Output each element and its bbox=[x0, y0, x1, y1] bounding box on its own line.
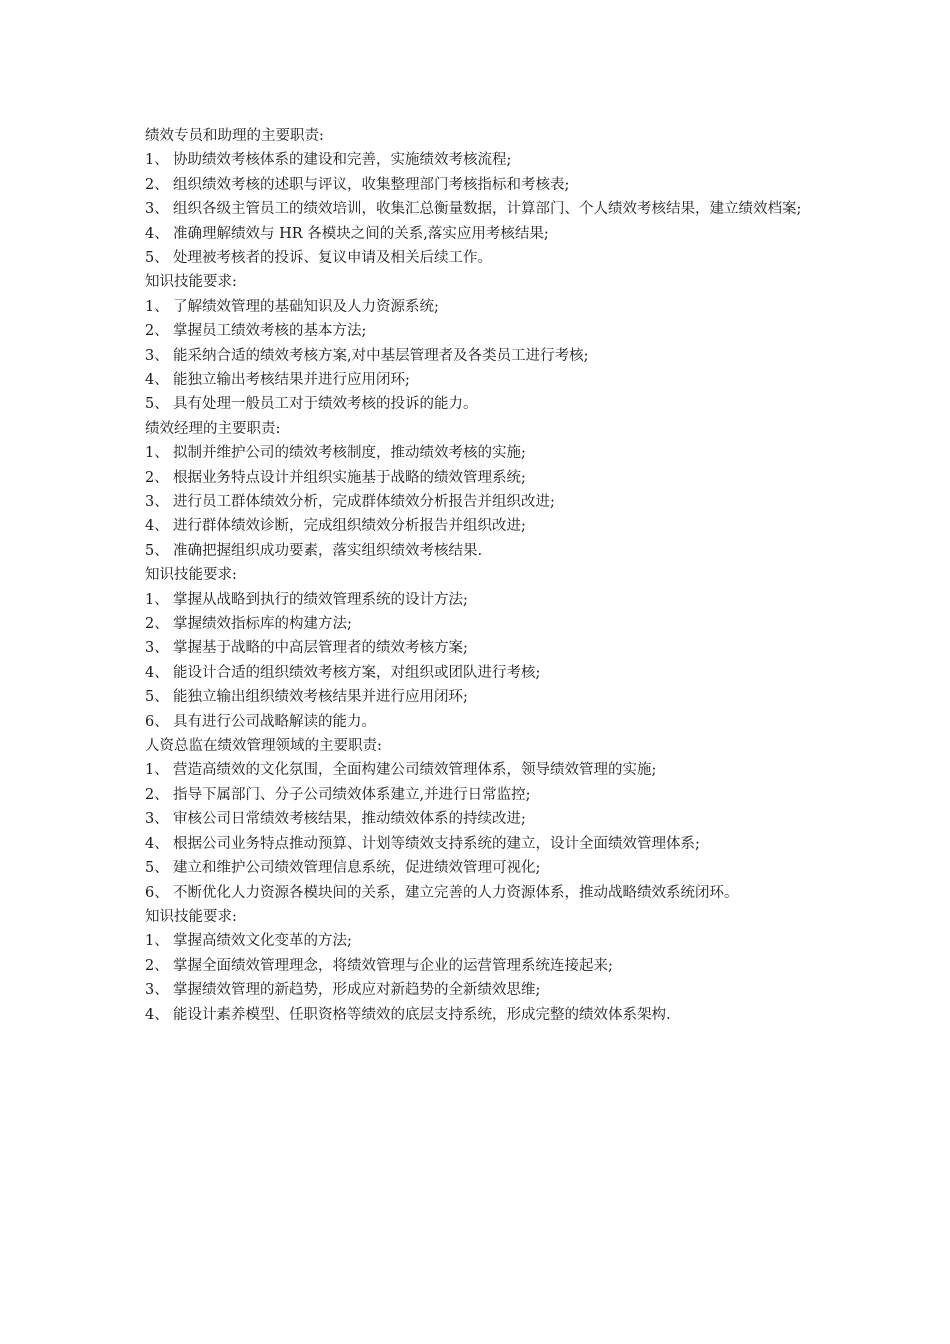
list-item bbox=[145, 685, 810, 709]
list-item bbox=[145, 246, 810, 270]
item-text: 准确把握组织成功要素，落实组织绩效考核结果. bbox=[173, 542, 483, 559]
item-text: 掌握绩效管理的新趋势，形成应对新趋势的全新绩效思维; bbox=[173, 982, 541, 999]
list-item bbox=[145, 148, 810, 172]
list-item bbox=[145, 441, 810, 465]
item-text: 能独立输出组织绩效考核结果并进行应用闭环; bbox=[173, 689, 468, 706]
section-heading: 知识技能要求: bbox=[145, 908, 237, 925]
list-item bbox=[145, 173, 810, 197]
item-text: 能采纳合适的绩效考核方案,对中基层管理者及各类员工进行考核; bbox=[173, 347, 589, 364]
item-number: 1、 bbox=[145, 591, 169, 608]
item-number: 3、 bbox=[145, 201, 169, 218]
item-number: 1、 bbox=[145, 933, 169, 950]
item-number: 2、 bbox=[145, 176, 169, 193]
list-item bbox=[145, 710, 810, 734]
item-number: 5、 bbox=[145, 860, 169, 877]
list-item bbox=[145, 466, 810, 490]
list-item bbox=[145, 636, 810, 660]
item-text: 能设计素养模型、任职资格等绩效的底层支持系统，形成完整的绩效体系架构. bbox=[173, 1006, 671, 1023]
item-number: 5、 bbox=[145, 396, 169, 413]
item-text: 能独立输出考核结果并进行应用闭环; bbox=[173, 372, 410, 389]
item-number: 3、 bbox=[145, 494, 169, 511]
item-text: 组织绩效考核的述职与评议，收集整理部门考核指标和考核表; bbox=[173, 176, 570, 193]
list-item bbox=[145, 978, 810, 1002]
item-number: 2、 bbox=[145, 786, 169, 803]
section-manager-skills bbox=[145, 563, 810, 734]
item-number: 5、 bbox=[145, 250, 169, 267]
item-number: 2、 bbox=[145, 957, 169, 974]
list-item bbox=[145, 344, 810, 368]
list-item bbox=[145, 222, 810, 246]
list-item bbox=[145, 514, 810, 538]
item-text: 协助绩效考核体系的建设和完善，实施绩效考核流程; bbox=[173, 152, 512, 169]
list-item bbox=[145, 197, 810, 221]
item-number: 4、 bbox=[145, 372, 169, 389]
section-heading: 知识技能要求: bbox=[145, 567, 237, 584]
section-director-duties bbox=[145, 734, 810, 905]
item-text: 掌握从战略到执行的绩效管理系统的设计方法; bbox=[173, 591, 468, 608]
item-number: 1、 bbox=[145, 762, 169, 779]
item-number: 3、 bbox=[145, 640, 169, 657]
section-heading: 知识技能要求: bbox=[145, 274, 237, 291]
document-page bbox=[145, 124, 810, 1027]
item-number: 1、 bbox=[145, 152, 169, 169]
section-heading: 绩效经理的主要职责: bbox=[145, 420, 281, 437]
item-text: 进行员工群体绩效分析，完成群体绩效分析报告并组织改进; bbox=[173, 494, 555, 511]
list-item bbox=[145, 929, 810, 953]
list-item bbox=[145, 832, 810, 856]
item-text: 进行群体绩效诊断，完成组织绩效分析报告并组织改进; bbox=[173, 518, 526, 535]
item-text: 掌握全面绩效管理理念，将绩效管理与企业的运营管理系统连接起来; bbox=[173, 957, 613, 974]
item-number: 1、 bbox=[145, 445, 169, 462]
item-number: 4、 bbox=[145, 664, 169, 681]
item-number: 5、 bbox=[145, 689, 169, 706]
item-text: 不断优化人力资源各模块间的关系，建立完善的人力资源体系，推动战略绩效系统闭环。 bbox=[173, 884, 739, 901]
section-manager-duties bbox=[145, 417, 810, 563]
item-number: 4、 bbox=[145, 835, 169, 852]
item-text: 组织各级主管员工的绩效培训，收集汇总衡量数据，计算部门、个人绩效考核结果，建立绩效档案; bbox=[173, 201, 802, 218]
item-number: 1、 bbox=[145, 298, 169, 315]
list-item bbox=[145, 539, 810, 563]
item-text: 掌握员工绩效考核的基本方法; bbox=[173, 323, 367, 340]
item-number: 4、 bbox=[145, 518, 169, 535]
item-number: 5、 bbox=[145, 542, 169, 559]
item-text: 根据业务特点设计并组织实施基于战略的绩效管理系统; bbox=[173, 469, 526, 486]
item-text: 能设计合适的组织绩效考核方案，对组织或团队进行考核; bbox=[173, 664, 541, 681]
item-text: 根据公司业务特点推动预算、计划等绩效支持系统的建立，设计全面绩效管理体系; bbox=[173, 835, 700, 852]
item-text: 拟制并维护公司的绩效考核制度，推动绩效考核的实施; bbox=[173, 445, 526, 462]
item-text: 掌握基于战略的中高层管理者的绩效考核方案; bbox=[173, 640, 468, 657]
list-item bbox=[145, 881, 810, 905]
list-item bbox=[145, 490, 810, 514]
section-heading: 人资总监在绩效管理领域的主要职责: bbox=[145, 738, 382, 755]
item-number: 6、 bbox=[145, 884, 169, 901]
section-specialist-duties bbox=[145, 124, 810, 270]
item-text: 掌握绩效指标库的构建方法; bbox=[173, 616, 352, 633]
item-number: 2、 bbox=[145, 616, 169, 633]
item-number: 4、 bbox=[145, 1006, 169, 1023]
item-text: 建立和维护公司绩效管理信息系统，促进绩效管理可视化; bbox=[173, 860, 541, 877]
list-item bbox=[145, 954, 810, 978]
list-item bbox=[145, 319, 810, 343]
item-number: 3、 bbox=[145, 982, 169, 999]
section-specialist-skills bbox=[145, 270, 810, 416]
list-item bbox=[145, 295, 810, 319]
item-number: 3、 bbox=[145, 811, 169, 828]
list-item bbox=[145, 612, 810, 636]
list-item bbox=[145, 661, 810, 685]
list-item bbox=[145, 588, 810, 612]
item-number: 2、 bbox=[145, 323, 169, 340]
item-text: 指导下属部门、分子公司绩效体系建立,并进行日常监控; bbox=[173, 786, 531, 803]
list-item bbox=[145, 368, 810, 392]
item-text: 掌握高绩效文化变革的方法; bbox=[173, 933, 352, 950]
list-item bbox=[145, 1003, 810, 1027]
section-heading: 绩效专员和助理的主要职责: bbox=[145, 128, 324, 144]
list-item bbox=[145, 758, 810, 782]
item-number: 3、 bbox=[145, 347, 169, 364]
item-text: 审核公司日常绩效考核结果，推动绩效体系的持续改进; bbox=[173, 811, 526, 828]
item-number: 2、 bbox=[145, 469, 169, 486]
list-item bbox=[145, 807, 810, 831]
item-text: 准确理解绩效与 HR 各模块之间的关系,落实应用考核结果; bbox=[173, 225, 549, 242]
list-item bbox=[145, 783, 810, 807]
list-item bbox=[145, 392, 810, 416]
item-text: 具有处理一般员工对于绩效考核的投诉的能力。 bbox=[173, 396, 478, 413]
item-text: 了解绩效管理的基础知识及人力资源系统; bbox=[173, 298, 439, 315]
item-text: 具有进行公司战略解读的能力。 bbox=[173, 713, 376, 730]
item-text: 处理被考核者的投诉、复议申请及相关后续工作。 bbox=[173, 250, 492, 267]
item-number: 4、 bbox=[145, 225, 169, 242]
item-text: 营造高绩效的文化氛围，全面构建公司绩效管理体系，领导绩效管理的实施; bbox=[173, 762, 657, 779]
section-director-skills bbox=[145, 905, 810, 1027]
list-item bbox=[145, 856, 810, 880]
item-number: 6、 bbox=[145, 713, 169, 730]
